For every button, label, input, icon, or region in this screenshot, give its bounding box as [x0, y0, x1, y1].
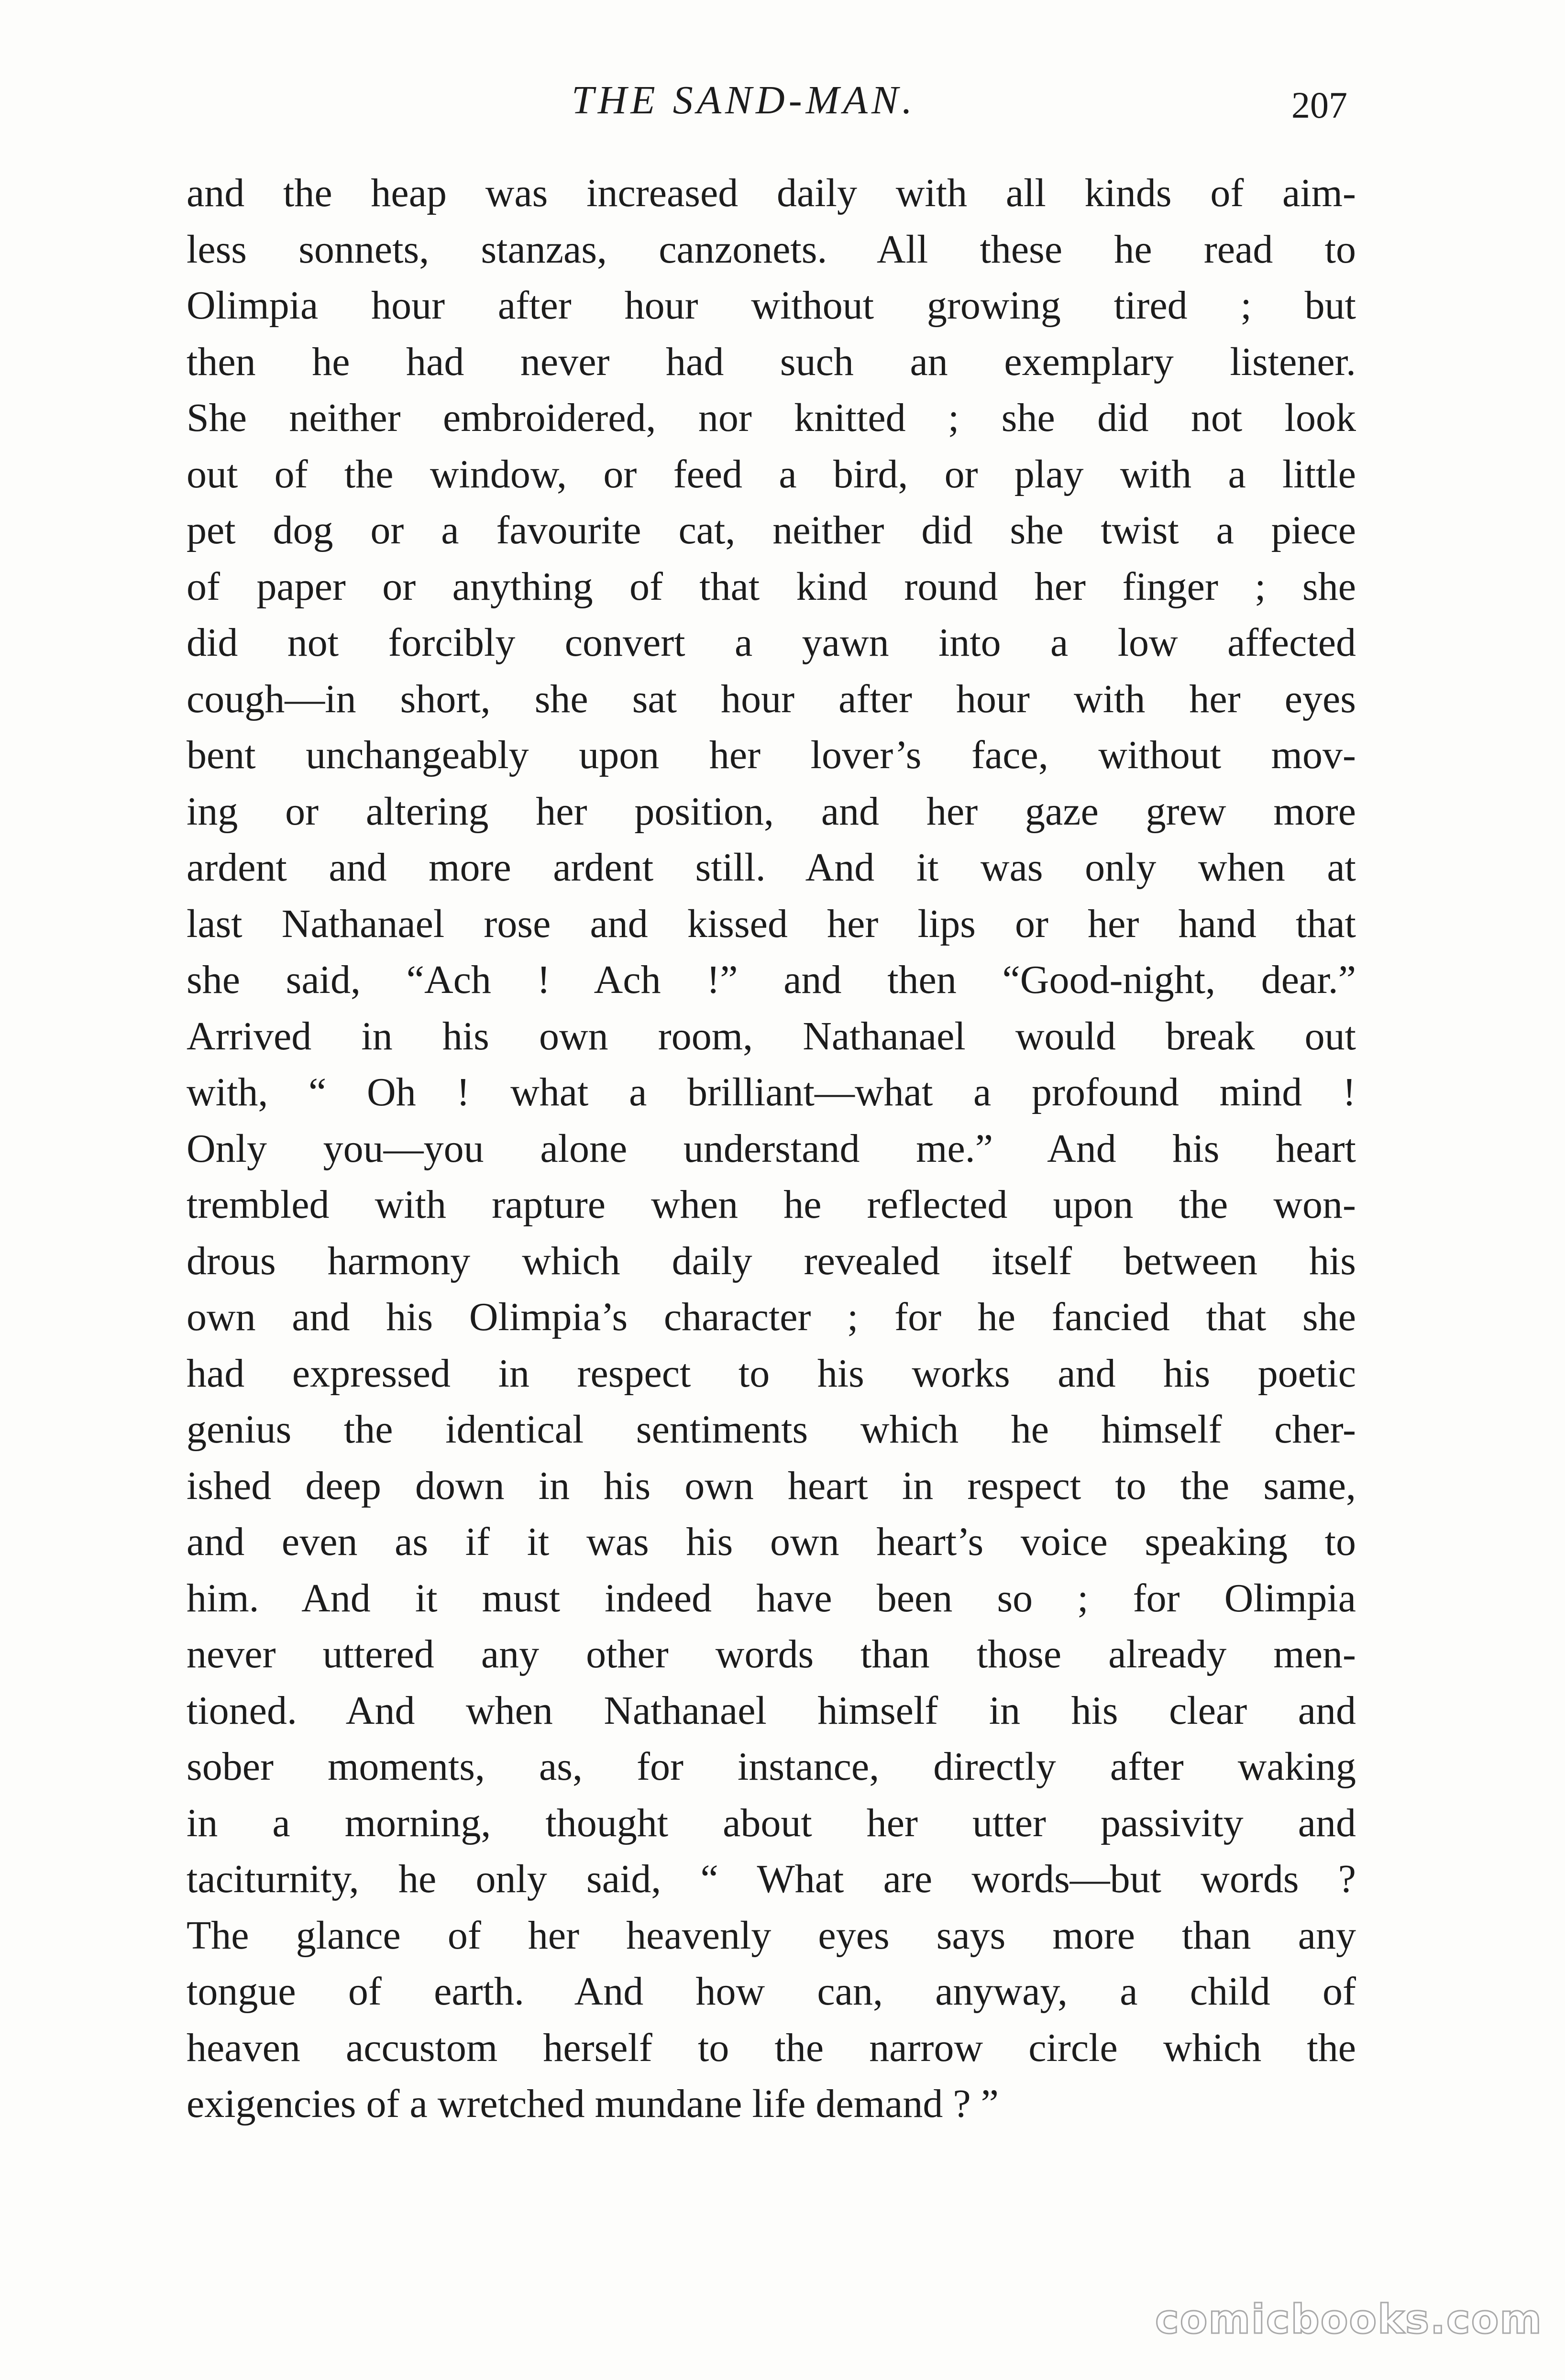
text-line: tongue of earth. And how can, anyway, a child of [187, 1969, 1356, 2014]
body-text [187, 165, 1356, 2132]
text-line: ished deep down in his own heart in respect to the same, [187, 1463, 1356, 1508]
text-line: of paper or anything of that kind round her finger ; she [187, 564, 1356, 609]
text-line: sober moments, as, for instance, directly after waking [187, 1744, 1356, 1789]
running-head [0, 72, 1565, 129]
text-line: own and his Olimpia’s character ; for he fancied that she [187, 1295, 1356, 1339]
text-line: bent unchangeably upon her lover’s face, without mov- [187, 733, 1356, 777]
text-line: and the heap was increased daily with all kinds of aim- [187, 171, 1356, 215]
text-line: heaven accustom herself to the narrow circle which the [187, 2025, 1356, 2070]
text-line: cough—in short, she sat hour after hour with her eyes [187, 676, 1356, 721]
text-line: ing or altering her position, and her gaze grew more [187, 789, 1356, 834]
text-line: she said, “Ach ! Ach !” and then “Good-night, dear.” [187, 958, 1356, 1002]
text-line: She neither embroidered, nor knitted ; she did not look [187, 396, 1356, 440]
text-line: never uttered any other words than those already men- [187, 1632, 1356, 1676]
text-line: last Nathanael rose and kissed her lips or her hand that [187, 901, 1356, 946]
text-line: ardent and more ardent still. And it was only when at [187, 845, 1356, 890]
text-line: less sonnets, stanzas, canzonets. All these he read to [187, 227, 1356, 272]
text-line: had expressed in respect to his works and his poetic [187, 1351, 1356, 1396]
text-line: then he had never had such an exemplary listener. [187, 339, 1356, 384]
page-number: 207 [1291, 84, 1347, 126]
watermark: comicbooks.com [1155, 2296, 1543, 2343]
text-line: Olimpia hour after hour without growing tired ; but [187, 283, 1356, 328]
text-line: taciturnity, he only said, “ What are words—but words ? [187, 1857, 1356, 1901]
text-line: genius the identical sentiments which he himself cher- [187, 1407, 1356, 1452]
text-line: exigencies of a wretched mundane life demand ? ” [187, 2082, 999, 2126]
running-title: THE SAND-MAN. [572, 78, 916, 122]
text-line: drous harmony which daily revealed itself between his [187, 1238, 1356, 1283]
text-line: and even as if it was his own heart’s voice speaking to [187, 1520, 1356, 1564]
text-line: trembled with rapture when he reflected upon the won- [187, 1182, 1356, 1227]
text-line: tioned. And when Nathanael himself in his clear and [187, 1688, 1356, 1733]
text-line: out of the window, or feed a bird, or play with a little [187, 452, 1356, 496]
text-line: The glance of her heavenly eyes says more than any [187, 1913, 1356, 1958]
text-line: did not forcibly convert a yawn into a low affected [187, 620, 1356, 665]
text-line: pet dog or a favourite cat, neither did she twist a piece [187, 508, 1356, 552]
text-line: him. And it must indeed have been so ; for Olimpia [187, 1576, 1356, 1620]
text-line: Arrived in his own room, Nathanael would break out [187, 1014, 1356, 1058]
text-line: with, “ Oh ! what a brilliant—what a profound mind ! [187, 1070, 1356, 1114]
text-line: Only you—you alone understand me.” And his heart [187, 1126, 1356, 1171]
text-line: in a morning, thought about her utter passivity and [187, 1800, 1356, 1845]
